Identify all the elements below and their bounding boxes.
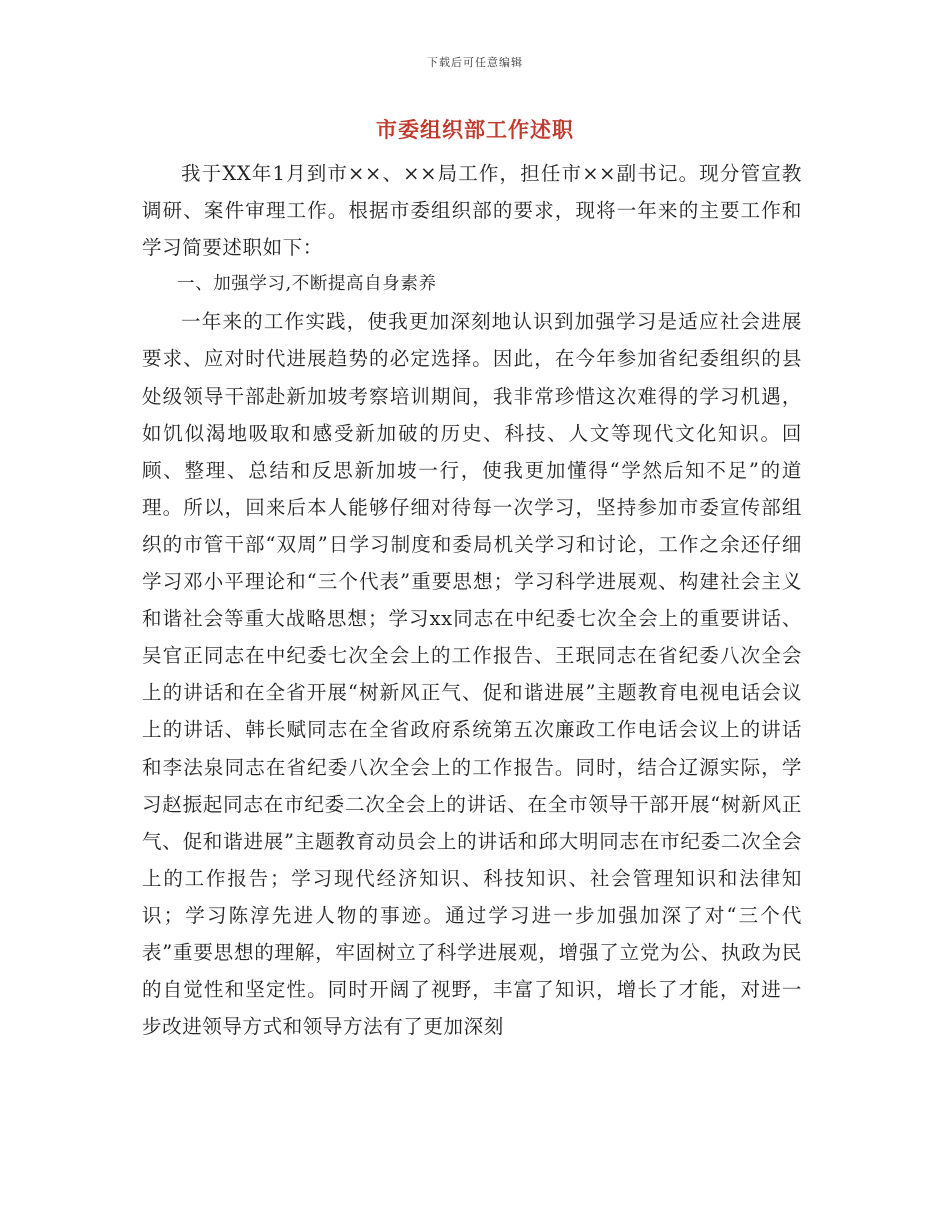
section-heading: 一、加强学习,不断提高自身素养 — [177, 274, 437, 295]
body-paragraph: 一年来的工作实践，使我更加深刻地认识到加强学习是适应社会进展要求、应对时代进展趋势的必定选择。因此，在今年参加省纪委组织的县处级领导干部赴新加坡考察培训期间，我非常珍惜这次难得的学习机遇，如饥似渴地吸取和感受新加破的历史、科技、人文等现代文化知识。回顾、整理、总结和反思新加坡一行，使我更加懂得“学然后知不足”的道理。所以，回来后本人能够仔细对待每一次学习，坚持参加市委宣传部组织的市管干部“双周”日学习制度和委局机关学习和讨论，工作之余还仔细学习邓小平理论和“三个代表”重要思想；学习科学进展观、构建社会主义和谐社会等重大战略思想；学习xx同志在中纪委七次全会上的重要讲话、吴官正同志在中纪委七次全会上的工作报告、王珉同志在省纪委八次全会上的讲话和在全省开展“树新风正气、促和谐进展”主题教育电视电话会议上的讲话、韩长赋同志在全省政府系统第五次廉政工作电话会议上的讲话和李法泉同志在省纪委八次全会上的工作报告。同时，结合辽源实际，学习赵振起同志在市纪委二次全会上的讲话、在全市领导干部开展“树新风正气、促和谐进展”主题教育动员会上的讲话和邱大明同志在市纪委二次全会上的工作报告；学习现代经济知识、科技知识、社会管理知识和法律知识；学习陈淳先进人物的事迹。通过学习进一步加强加深了对“三个代表”重要思想的理解，牢固树立了科学进展观，增强了立党为公、执政为民的自觉性和坚定性。同时开阔了视野，丰富了知识，增长了才能，对进一步改进领导方式和领导方法有了更加深刻 — [142, 310, 802, 1039]
document-title: 市委组织部工作述职 — [376, 117, 574, 142]
document-body — [142, 155, 802, 1045]
header-note: 下载后可任意编辑 — [427, 56, 523, 69]
intro-paragraph: 我于XX年1月到市××、××局工作，担任市××副书记。现分管宣教调研、案件审理工作。根据市委组织部的要求，现将一年来的主要工作和学习简要述职如下： — [142, 162, 802, 260]
